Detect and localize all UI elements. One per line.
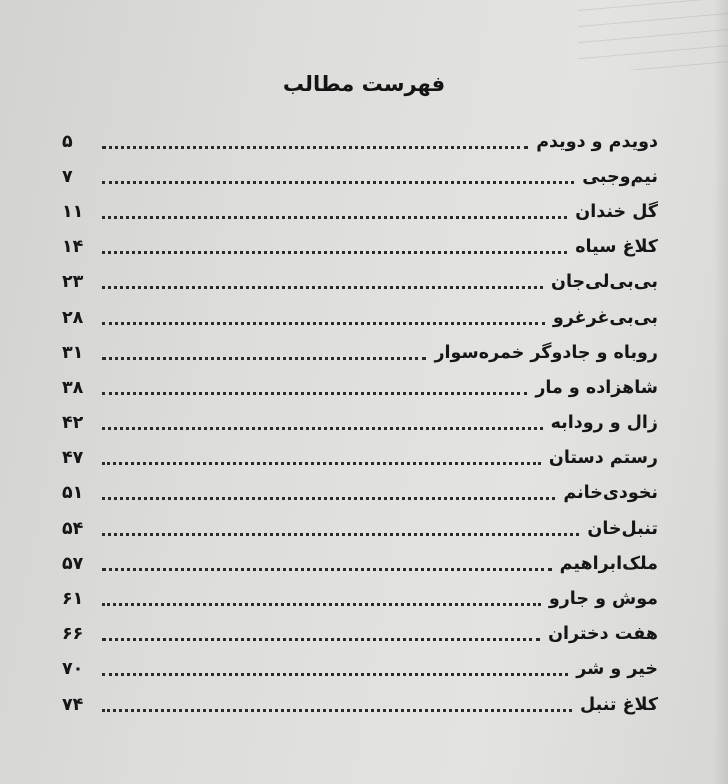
toc-entry-title: کلاغ تنبل bbox=[580, 694, 658, 715]
toc-entry bbox=[62, 124, 658, 159]
toc-entry-page-number: ۵۴ bbox=[62, 518, 84, 539]
toc-entry-page-number: ۴۲ bbox=[62, 413, 84, 434]
dot-leader bbox=[102, 321, 545, 325]
toc-entry-title: خیر و شر bbox=[576, 659, 658, 680]
toc-entry-page-number: ۵۱ bbox=[62, 483, 84, 504]
toc-entry-title: رستم دستان bbox=[548, 448, 658, 469]
toc-entry-page-number: ۶۱ bbox=[62, 589, 84, 610]
dot-leader bbox=[102, 708, 572, 712]
dot-leader bbox=[102, 356, 426, 360]
dot-leader bbox=[102, 391, 527, 395]
toc-entry-page-number: ۲۳ bbox=[62, 272, 84, 293]
toc-heading: فهرست مطالب bbox=[282, 72, 446, 96]
dot-leader bbox=[102, 145, 528, 149]
dot-leader bbox=[102, 496, 555, 500]
toc-entry-page-number: ۶۶ bbox=[62, 624, 84, 645]
toc-entry bbox=[62, 194, 658, 229]
dot-leader bbox=[102, 567, 552, 571]
toc-entry bbox=[62, 265, 658, 300]
toc-entry bbox=[62, 652, 658, 687]
toc-entry-page-number: ۳۸ bbox=[62, 377, 84, 398]
toc-entry-title: کلاغ سیاه bbox=[575, 237, 658, 258]
toc-entry bbox=[62, 300, 658, 335]
toc-entry-page-number: ۷ bbox=[62, 166, 73, 187]
toc-entry-title: نخودی‌خانم bbox=[563, 483, 658, 504]
toc-entry-title: زال و رودابه bbox=[550, 413, 658, 434]
dot-leader bbox=[102, 180, 574, 184]
dot-leader bbox=[102, 215, 567, 219]
dot-leader bbox=[102, 250, 567, 254]
toc-entry-page-number: ۳۱ bbox=[62, 342, 84, 363]
toc-entry bbox=[62, 687, 658, 722]
toc-entry bbox=[62, 441, 658, 476]
toc-entry bbox=[62, 546, 658, 581]
toc-entry bbox=[62, 581, 658, 616]
toc-entry-title: هفت دختران bbox=[548, 624, 658, 645]
dot-leader bbox=[102, 532, 579, 536]
page-edge-shadow bbox=[714, 0, 728, 784]
dot-leader bbox=[102, 461, 541, 465]
toc-entry-page-number: ۵ bbox=[62, 131, 73, 152]
toc-entry bbox=[62, 476, 658, 511]
toc-entry bbox=[62, 511, 658, 546]
toc-entry-page-number: ۷۴ bbox=[62, 694, 84, 715]
toc-entry bbox=[62, 335, 658, 370]
toc-entry bbox=[62, 406, 658, 441]
bleed-through-text bbox=[578, 0, 728, 70]
toc-entry bbox=[62, 159, 658, 194]
toc-entry-title: نیم‌وجبی bbox=[582, 166, 658, 187]
toc-entry bbox=[62, 617, 658, 652]
toc-entry-title: روباه و جادوگر خمره‌سوار bbox=[434, 342, 658, 363]
toc-entry-page-number: ۷۰ bbox=[62, 659, 84, 680]
dot-leader bbox=[102, 637, 540, 641]
toc-entry-page-number: ۱۱ bbox=[62, 201, 84, 222]
dot-leader bbox=[102, 285, 543, 289]
toc-entry-title: بی‌بی‌لی‌جان bbox=[551, 272, 658, 293]
toc-entry-title: دویدم و دویدم bbox=[536, 131, 658, 152]
toc-entry bbox=[62, 370, 658, 405]
toc-entry-title: گل خندان bbox=[575, 201, 658, 222]
table-of-contents bbox=[62, 124, 658, 722]
dot-leader bbox=[102, 602, 541, 606]
dot-leader bbox=[102, 672, 568, 676]
toc-entry-title: ملک‌ابراهیم bbox=[559, 553, 658, 574]
toc-entry-page-number: ۱۴ bbox=[62, 237, 84, 258]
toc-entry-page-number: ۲۸ bbox=[62, 307, 84, 328]
toc-entry-page-number: ۴۷ bbox=[62, 448, 84, 469]
toc-entry-title: بی‌بی‌غرغرو bbox=[552, 307, 658, 328]
dot-leader bbox=[102, 426, 543, 430]
toc-entry-title: شاهزاده و مار bbox=[535, 377, 658, 398]
toc-entry-page-number: ۵۷ bbox=[62, 553, 84, 574]
toc-entry bbox=[62, 230, 658, 265]
toc-entry-title: تنبل‌خان bbox=[587, 518, 658, 539]
toc-entry-title: موش و جارو bbox=[548, 589, 658, 610]
